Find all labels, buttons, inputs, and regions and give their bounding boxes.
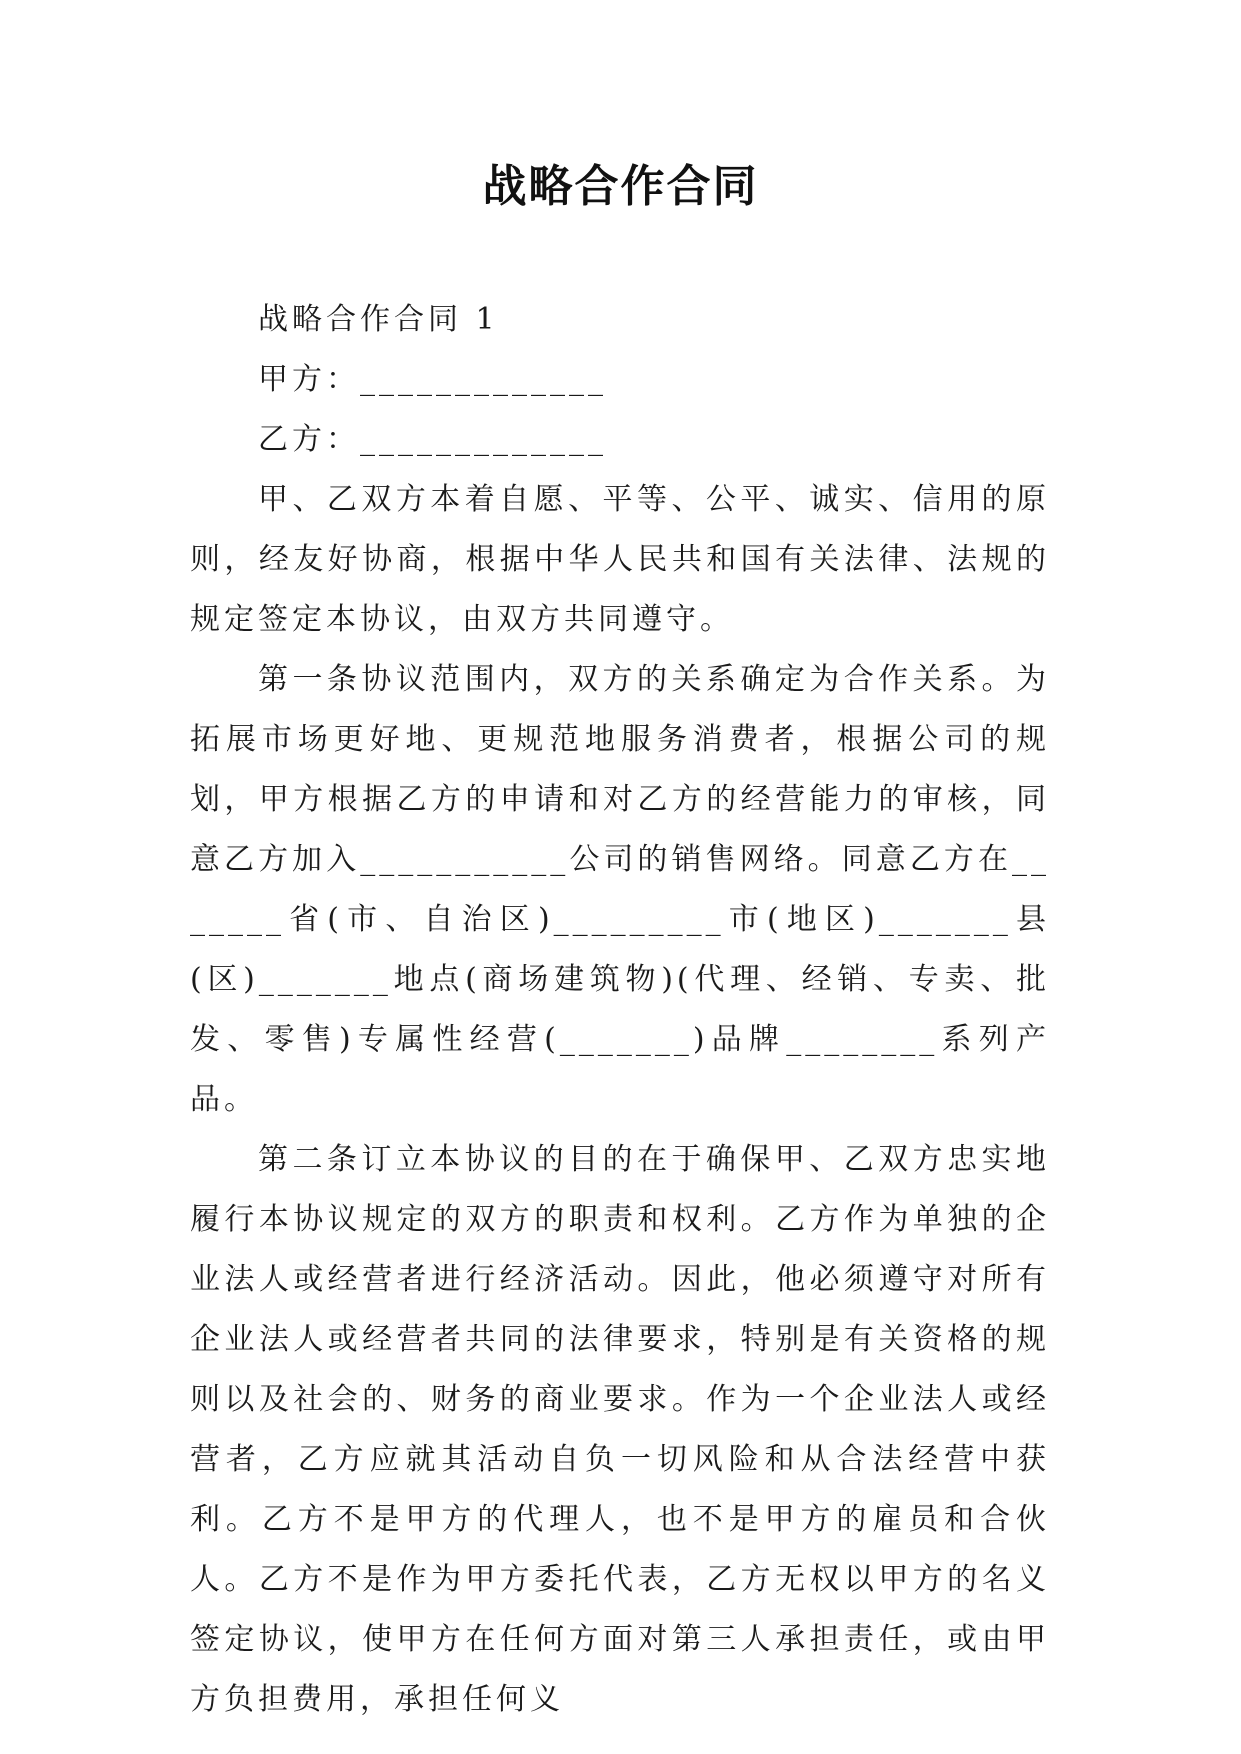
article-1-paragraph: 第一条协议范围内，双方的关系确定为合作关系。为拓展市场更好地、更规范地服务消费者，根据公司的规划，甲方根据乙方的申请和对乙方的经营能力的审核，同意乙方加入___________公司的销售网络。同意乙方在_______省(市、自治区)_________市(地区)_______县(区)_______地点(商场建筑物)(代理、经销、专卖、批发、零售)专属性经营(_______)品牌________系列产品。 (190, 662, 1050, 1117)
preamble-paragraph: 甲、乙双方本着自愿、平等、公平、诚实、信用的原则，经友好协商，根据中华人民共和国有关法律、法规的规定签定本协议，由双方共同遵守。 (190, 482, 1050, 637)
document-body (190, 290, 1050, 1730)
article-2-paragraph: 第二条订立本协议的目的在于确保甲、乙双方忠实地履行本协议规定的双方的职责和权利。乙方作为单独的企业法人或经营者进行经济活动。因此，他必须遵守对所有企业法人或经营者共同的法律要求，特别是有关资格的规则以及社会的、财务的商业要求。作为一个企业法人或经营者，乙方应就其活动自负一切风险和从合法经营中获利。乙方不是甲方的代理人，也不是甲方的雇员和合伙人。乙方不是作为甲方委托代表，乙方无权以甲方的名义签定协议，使甲方在任何方面对第三人承担责任，或由甲方负担费用，承担任何义 (190, 1142, 1050, 1717)
contract-heading: 战略合作合同 1 (258, 302, 499, 337)
document-title: 战略合作合同 (482, 161, 759, 212)
party-a-field: 甲方：_____________ (258, 362, 607, 397)
party-b-field: 乙方：_____________ (258, 422, 607, 457)
